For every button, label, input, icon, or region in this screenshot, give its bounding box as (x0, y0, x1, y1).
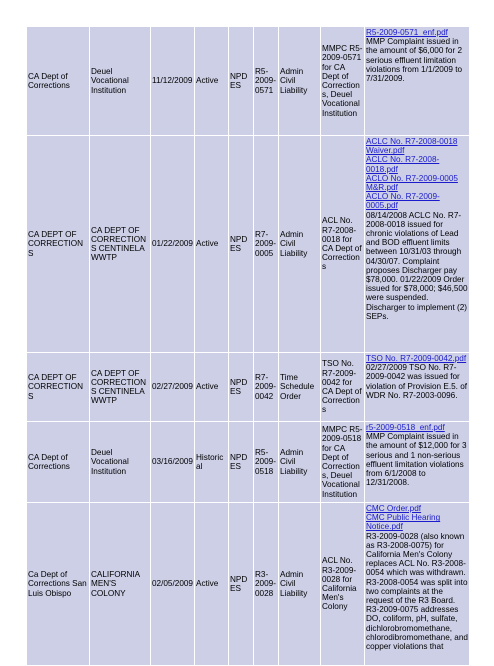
table-row (27, 353, 470, 422)
program-cell (229, 27, 254, 136)
description-text: R3-2009-0028 (also known as R3-2008-0075) for California Men's Colony replaces ACL No. R3-2008-0054 which was withdrawn. R3-2008-0054 was split into two complaints at the request of the R3 Board. R3-2009-0075 addresses DO, coliform, pH, sulfate, dichlorobromomethane, chlorodibromomethane, and copper violations that (366, 531, 468, 652)
action-title-text: ACL No. R7-2008-0018 for CA Dept of Corrections (322, 216, 362, 272)
table-row (27, 27, 470, 136)
documents-wrap (366, 137, 468, 351)
type-cell (279, 422, 321, 503)
table-row (27, 503, 470, 666)
order-number-text: R7-2009-0005 (255, 230, 276, 258)
status-cell (195, 422, 229, 503)
document-link[interactable]: ACLC No. R7-2008-0018.pdf (366, 155, 440, 174)
action-type-text: Admin Civil Liability (280, 67, 308, 95)
action-title-text: MMPC R5-2009-0518 for CA Dept of Corrections, Deuel Vocational Institution (322, 425, 363, 499)
status-cell (195, 136, 229, 353)
agency-text: Ca Dept of Corrections San Luis Obispo (28, 570, 87, 598)
document-link[interactable]: ACLC No. R7-2008-0018 Waiver.pdf (366, 137, 458, 156)
date-cell (151, 353, 195, 422)
document-links (366, 354, 468, 363)
facility-text: CA DEPT OF CORRECTIONS CENTINELA WWTP (91, 368, 147, 406)
document-links (366, 423, 468, 432)
order-number-text: R7-2009-0042 (255, 373, 276, 401)
program-text: NPDES (230, 452, 248, 471)
date-text: 01/22/2009 (152, 239, 193, 249)
documents-wrap (366, 504, 468, 664)
date-text: 02/27/2009 (152, 382, 193, 392)
facility-cell (90, 503, 151, 666)
title-cell (321, 353, 365, 422)
agency-text: CA Dept of Corrections (28, 71, 70, 90)
document-links (366, 28, 468, 37)
date-text: 02/05/2009 (152, 579, 193, 589)
title-cell (321, 136, 365, 353)
type-cell (279, 353, 321, 422)
action-title-text: TSO No. R7-2009-0042 for CA Dept of Corrections (322, 359, 362, 415)
order-cell (254, 27, 279, 136)
program-cell (229, 503, 254, 666)
documents-cell (365, 422, 470, 503)
agency-cell (27, 353, 90, 422)
table-row (27, 422, 470, 503)
agency-text: CA Dept of Corrections (28, 452, 70, 471)
status-text: Historical (196, 452, 224, 471)
order-cell (254, 136, 279, 353)
document-links (366, 137, 468, 211)
order-number-text: R5-2009-0518 (255, 448, 276, 476)
facility-text: Deuel Vocational Institution (91, 448, 129, 476)
documents-wrap (366, 354, 468, 420)
status-cell (195, 353, 229, 422)
action-title-text: MMPC R5-2009-0571 for CA Dept of Corrections, Deuel Vocational Institution (322, 44, 363, 118)
document-link[interactable]: CMC Public Hearing Notice.pdf (366, 513, 441, 532)
program-text: NPDES (230, 377, 248, 396)
type-cell (279, 503, 321, 666)
action-type-text: Admin Civil Liability (280, 570, 308, 598)
documents-cell (365, 353, 470, 422)
program-cell (229, 136, 254, 353)
action-title-text: ACL No. R3-2009-0028 for California Men's Colony (322, 556, 357, 612)
documents-wrap (366, 28, 468, 134)
program-cell (229, 422, 254, 503)
program-cell (229, 353, 254, 422)
status-text: Active (196, 382, 219, 392)
agency-text: CA DEPT OF CORRECTIONS (28, 230, 84, 258)
description-text: MMP Complaint issued in the amount of $12,000 for 3 serious and 1 non-serious effluent limitation violations from 6/1/2008 to 12/31/2008. (366, 432, 467, 488)
document-link[interactable]: R5-2009-0571_enf.pdf (366, 28, 448, 37)
description-text: MMP Complaint issued in the amount of $6,000 for 2 serious effluent limitation violations from 1/1/2009 to 7/31/2009. (366, 37, 463, 84)
order-cell (254, 422, 279, 503)
documents-wrap (366, 423, 468, 501)
document-link[interactable]: ACLO No. R7-2009-0005 M&R.pdf (366, 173, 458, 193)
facility-text: Deuel Vocational Institution (91, 67, 129, 95)
type-cell (279, 136, 321, 353)
type-cell (279, 27, 321, 136)
status-cell (195, 27, 229, 136)
table-row (27, 136, 470, 353)
agency-cell (27, 27, 90, 136)
program-text: NPDES (230, 574, 248, 593)
documents-cell (365, 503, 470, 666)
document-link[interactable]: r5-2009-0518_enf.pdf (366, 423, 445, 432)
facility-text: CALIFORNIA MEN'S COLONY (91, 570, 140, 598)
date-cell (151, 503, 195, 666)
date-text: 03/16/2009 (152, 457, 193, 467)
order-number-text: R5-2009-0571 (255, 67, 276, 95)
facility-cell (90, 353, 151, 422)
description-text: 02/27/2009 TSO No. R7-2009-0042 was issued for violation of Provision E.5. of WDR No. R7-2003-0096. (366, 363, 468, 400)
action-type-text: Time Schedule Order (280, 373, 315, 401)
order-cell (254, 353, 279, 422)
status-cell (195, 503, 229, 666)
title-cell (321, 27, 365, 136)
document-link[interactable]: CMC Order.pdf (366, 504, 422, 513)
action-type-text: Admin Civil Liability (280, 448, 308, 476)
documents-cell (365, 136, 470, 353)
facility-cell (90, 27, 151, 136)
description-text: 08/14/2008 ACLC No. R7-2008-0018 issued for chronic violations of Lead and BOD effluent limits between 10/31/03 through 04/30/07. Complaint proposes Discharger pay $78,000. 01/22/2009 Order issued for $78,000; $46,500 were suspended. Discharger to implement (2) SEPs. (366, 210, 468, 321)
agency-cell (27, 136, 90, 353)
table-body (27, 27, 470, 666)
document-link[interactable]: ACLO No. R7-2009-0005.pdf (366, 192, 440, 211)
order-number-text: R3-2009-0028 (255, 570, 276, 598)
facility-cell (90, 136, 151, 353)
agency-cell (27, 422, 90, 503)
date-cell (151, 136, 195, 353)
agency-cell (27, 503, 90, 666)
enforcement-table (26, 26, 470, 666)
documents-cell (365, 27, 470, 136)
title-cell (321, 503, 365, 666)
facility-cell (90, 422, 151, 503)
facility-text: CA DEPT OF CORRECTIONS CENTINELA WWTP (91, 225, 147, 263)
agency-text: CA DEPT OF CORRECTIONS (28, 373, 84, 401)
date-text: 11/12/2009 (152, 76, 193, 86)
status-text: Active (196, 76, 219, 86)
program-text: NPDES (230, 71, 248, 90)
program-text: NPDES (230, 234, 248, 253)
date-cell (151, 27, 195, 136)
date-cell (151, 422, 195, 503)
title-cell (321, 422, 365, 503)
status-text: Active (196, 239, 219, 249)
status-text: Active (196, 579, 219, 589)
action-type-text: Admin Civil Liability (280, 230, 308, 258)
document-links (366, 504, 468, 532)
document-link[interactable]: TSO No. R7-2009-0042.pdf (366, 354, 467, 363)
order-cell (254, 503, 279, 666)
